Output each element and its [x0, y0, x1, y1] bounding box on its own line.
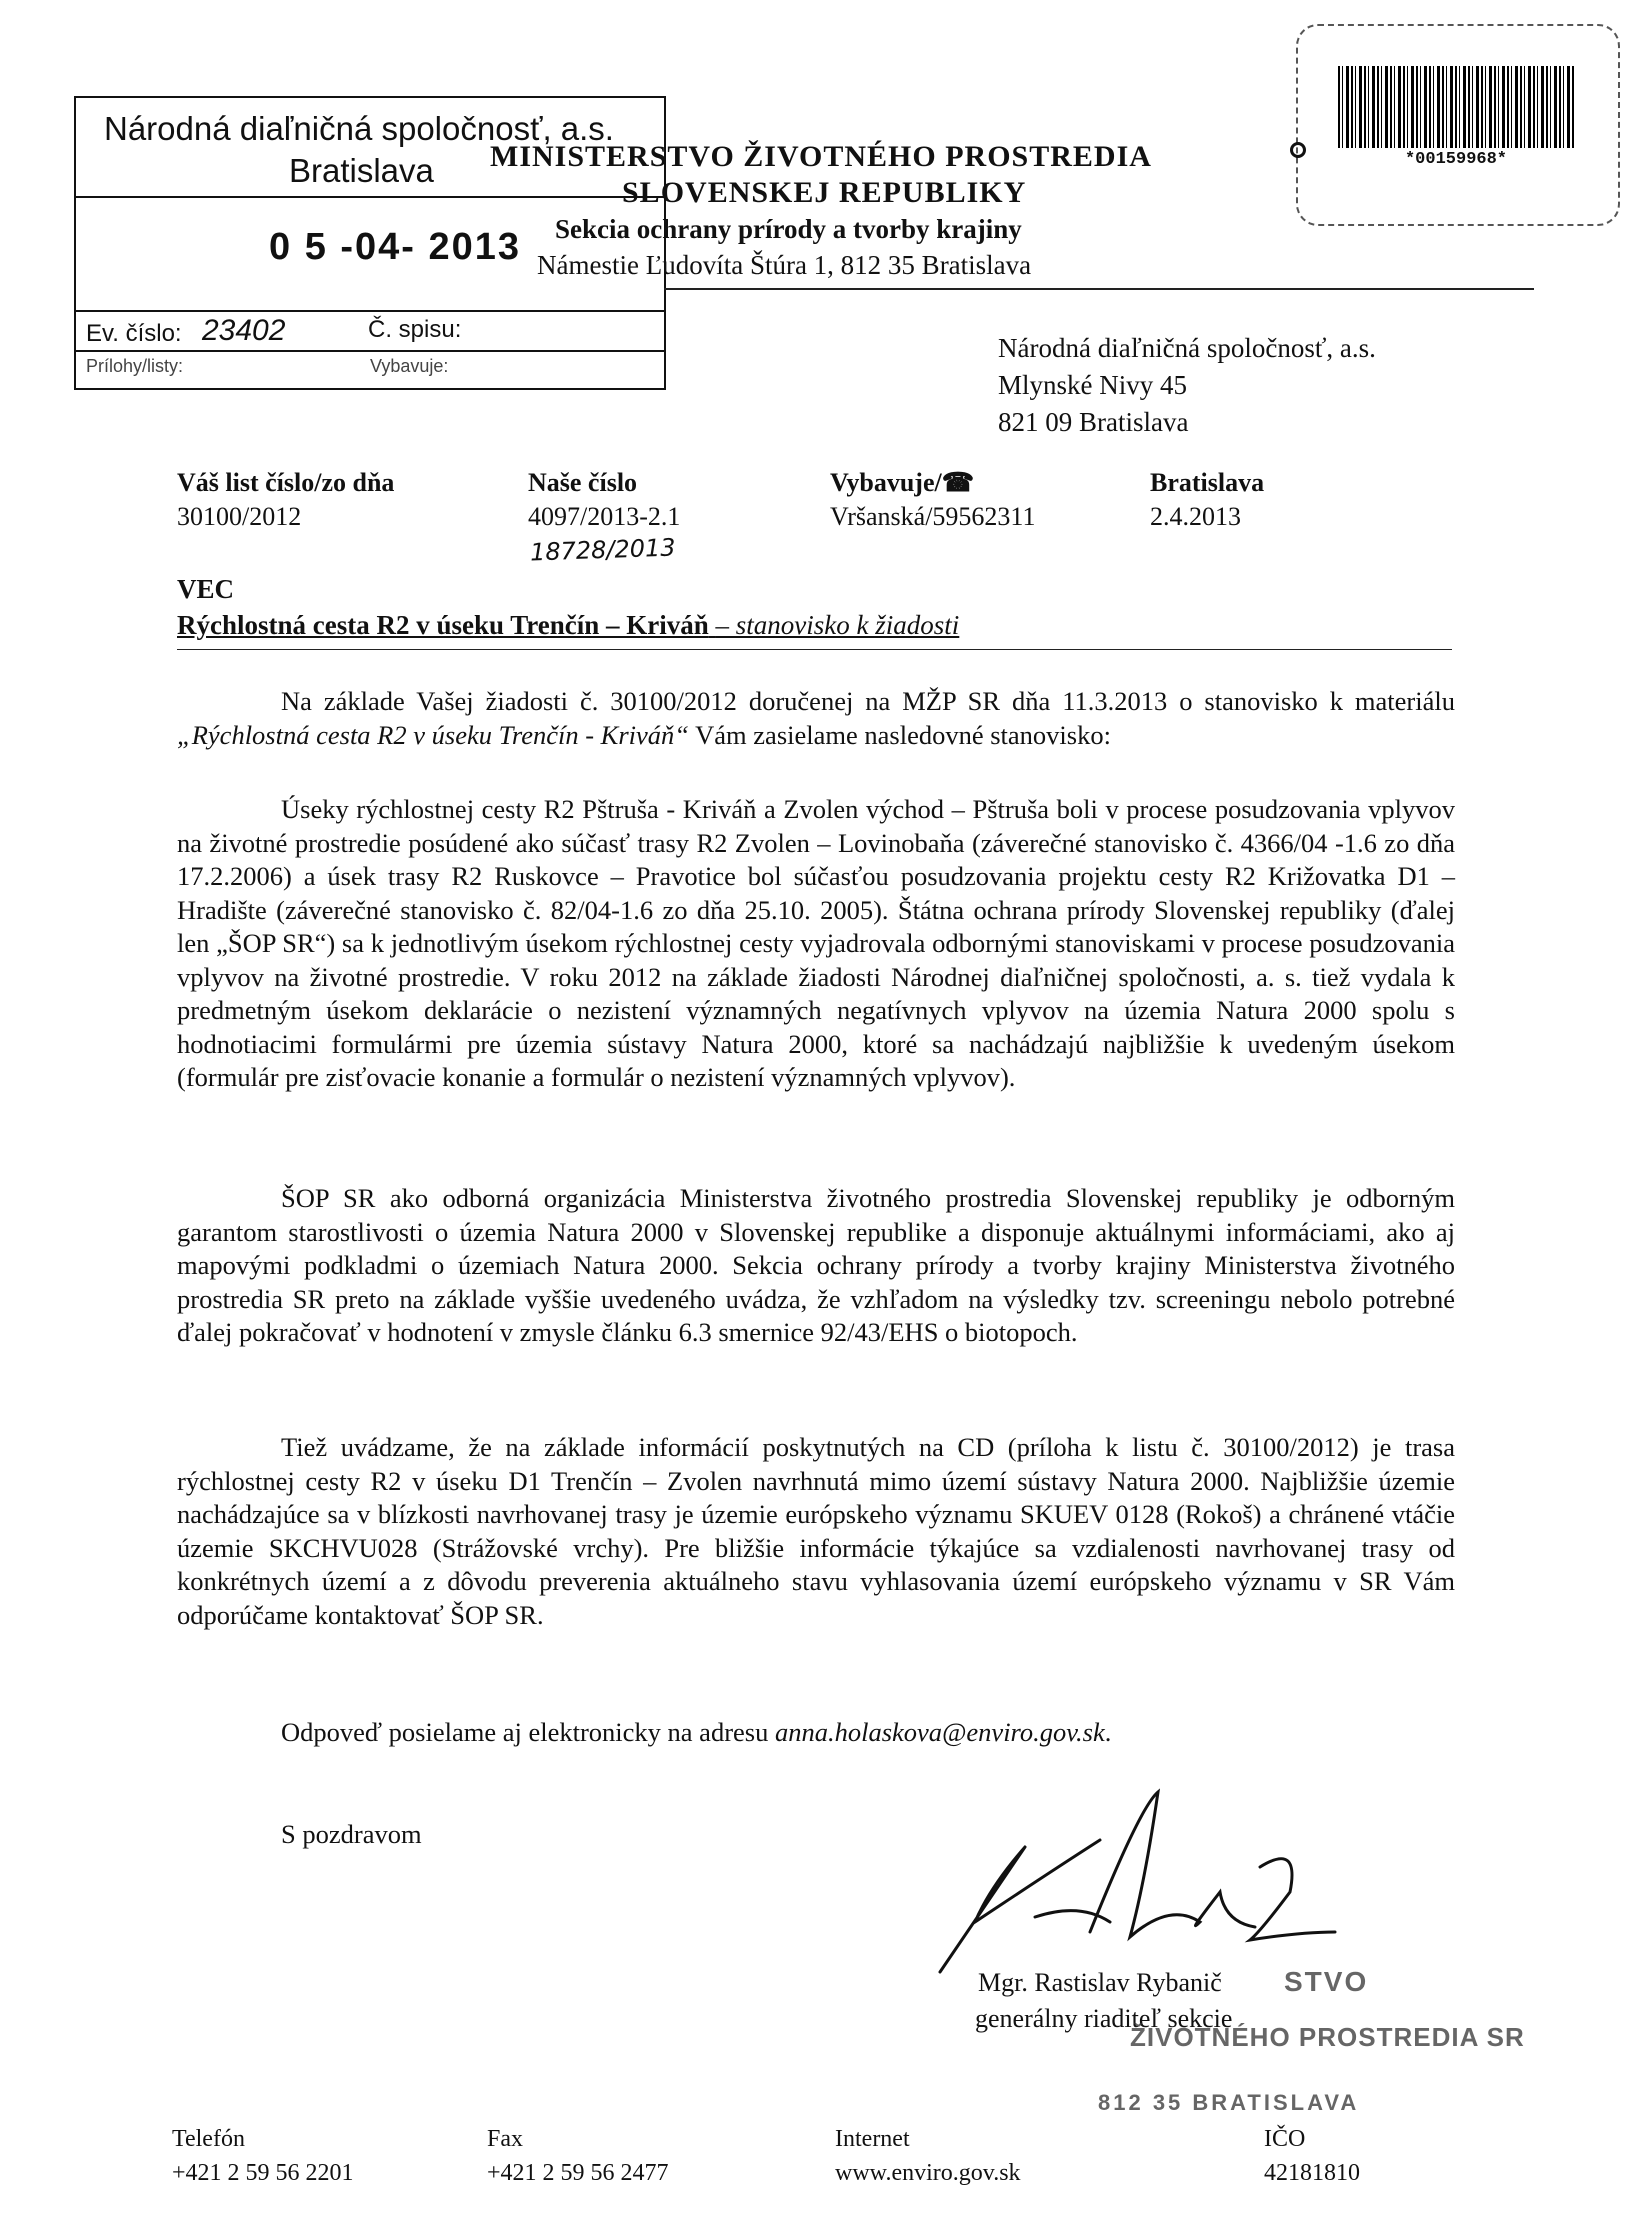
paragraph-request-material: „Rýchlostná cesta R2 v úseku Trenčín - Kriváň“ — [177, 719, 690, 750]
stamp-ev-value: 23402 — [202, 314, 286, 347]
stamp-vybavuje-label: Vybavuje: — [370, 356, 449, 376]
stamp-date: 0 5 -04- 2013 — [269, 226, 522, 268]
ministry-address: Námestie Ľudovíta Štúra 1, 812 35 Bratislava — [537, 250, 1032, 280]
paragraph-electronic — [281, 1716, 1451, 1750]
greeting: S pozdravom — [281, 1819, 422, 1849]
recipient-street: Mlynské Nivy 45 — [998, 370, 1187, 400]
footer-fax-value: +421 2 59 56 2477 — [487, 2160, 669, 2186]
footer-phone-value: +421 2 59 56 2201 — [172, 2160, 354, 2186]
subject-suffix: – stanovisko k žiadosti — [715, 610, 960, 640]
footer-phone-label: Telefón — [172, 2126, 245, 2152]
header-rule — [664, 288, 1534, 290]
signatory-name: Mgr. Rastislav Rybanič — [978, 1968, 1222, 1997]
ref-your-letter-label: Váš list číslo/zo dňa — [177, 468, 395, 497]
ministry-section: Sekcia ochrany prírody a tvorby krajiny — [555, 214, 1022, 244]
ref-handled-by-label: Vybavuje/☎ — [830, 468, 975, 497]
footer-web-value: www.enviro.gov.sk — [835, 2160, 1021, 2186]
ref-handwritten-number: 18728/2013 — [529, 533, 676, 567]
ref-city-label: Bratislava — [1150, 468, 1265, 497]
hole-mark-icon — [1290, 142, 1306, 158]
subject-title: Rýchlostná cesta R2 v úseku Trenčín – Kriváň — [177, 610, 709, 640]
ministry-name-line2: SLOVENSKEJ REPUBLIKY — [622, 176, 1027, 209]
official-stamp-line3: 812 35 BRATISLAVA — [1098, 2090, 1360, 2115]
recipient-city: 821 09 Bratislava — [998, 407, 1189, 437]
stamp-divider — [74, 310, 664, 312]
signatory-title: generálny riaditeľ sekcie — [975, 2004, 1233, 2033]
footer-web-label: Internet — [835, 2126, 910, 2152]
ref-your-letter-value: 30100/2012 — [177, 502, 302, 531]
footer-ico-value: 42181810 — [1264, 2160, 1360, 2186]
contact-email: anna.holaskova@enviro.gov.sk — [774, 1717, 1105, 1747]
recipient-name: Národná diaľničná spoločnosť, a.s. — [998, 333, 1376, 363]
paragraph-assessment: Úseky rýchlostnej cesty R2 Pštruša - Kriváň a Zvolen východ – Pštruša boli v procese posudzovania vplyvov na životné prostredie posúdené ako súčasť trasy R2 Zvolen – Lovinobaňa (záverečné stanovisko č. 4366/04 -1.6 zo dňa 17.2.2006) a úsek trasy R2 Ruskovce – Pravotice bol súčasťou posudzovania projektu cesty R2 Križovatka D1 – Hradište (záverečné stanovisko č. 82/04-1.6 zo dňa 25.10. 2005). Štátna ochrana prírody Slovenskej republiky (ďalej len „ŠOP SR“) sa k jednotlivým úsekom rýchlostnej cesty vyjadrovala odbornými stanoviskami v procese posudzovania vplyvov na životné prostredie. V roku 2012 na základe žiadosti Národnej diaľničnej spoločnosti, a. s. tiež vydala k predmetným úsekom deklarácie o nezistení významných negatívnych vplyvov na územia Natura 2000 spolu s hodnotiacimi formulármi pre územia sústavy Natura 2000, ktoré sa nachádzajú najbližšie k uvedeným úsekom (formulár pre zisťovacie konanie a formulár o nezistení významných vplyvov). — [177, 794, 1455, 1092]
paragraph-request-tail: Vám zasielame nasledovné stanovisko: — [689, 719, 1111, 750]
subject-rule — [177, 649, 1452, 650]
paragraph-route: Tiež uvádzame, že na základe informácií poskytnutých na CD (príloha k listu č. 30100/2012) je trasa rýchlostnej cesty R2 v úseku D1 Trenčín – Zvolen navrhnutá mimo území sústavy Natura 2000. Najbližšie územie nachádzajúce sa v blízkosti navrhovanej trasy je územie európskeho významu SKUEV 0128 (Rokoš) a chránené vtáčie územie SKCHVU028 (Strážovské vrchy). Pre bližšie informácie týkajúce sa vzdialenosti navrhovanej trasy od konkrétnych území a z dôvodu preverenia aktuálneho stavu vyhlasovania území európskeho významu v SR Vám odporúčame kontaktovať ŠOP SR. — [177, 1432, 1455, 1630]
ref-our-number-label: Naše číslo — [528, 468, 638, 497]
subject-line — [177, 610, 959, 641]
footer-ico-label: IČO — [1264, 2126, 1306, 2152]
stamp-org-city: Bratislava — [289, 152, 434, 189]
stamp-ev-label: Ev. číslo: — [86, 320, 182, 347]
paragraph-request — [177, 685, 1455, 752]
stamp-prilohy-label: Prílohy/listy: — [86, 356, 184, 376]
ref-our-number-value: 4097/2013-2.1 — [528, 502, 681, 531]
paragraph-electronic-end: . — [1104, 1717, 1112, 1747]
barcode-bars — [1338, 66, 1574, 148]
footer-fax-label: Fax — [487, 2126, 523, 2152]
stamp-divider-2 — [74, 350, 664, 352]
ref-date-value: 2.4.2013 — [1150, 502, 1241, 531]
subject-label: VEC — [177, 574, 235, 604]
paragraph-electronic-text: Odpoveď posielame aj elektronicky na adresu — [281, 1717, 775, 1747]
recipient-address — [998, 330, 1376, 441]
ref-handled-by-value: Vršanská/59562311 — [830, 502, 1036, 531]
stamp-spisu-label: Č. spisu: — [368, 316, 462, 343]
paragraph-request-text: Na základe Vašej žiadosti č. 30100/2012 doručenej na MŽP SR dňa 11.3.2013 o stanovisko k materiálu — [281, 686, 1455, 716]
signature-mark — [930, 1772, 1350, 1982]
official-stamp-line2: ŽIVOTNÉHO PROSTREDIA SR — [1130, 2022, 1525, 2052]
barcode-code: *00159968* — [1404, 150, 1508, 169]
ministry-name-line1: MINISTERSTVO ŽIVOTNÉHO PROSTREDIA — [490, 140, 1152, 173]
stamp-org-name: Národná diaľničná spoločnosť, a.s. — [104, 110, 614, 147]
paragraph-sop: ŠOP SR ako odborná organizácia Ministerstva životného prostredia Slovenskej republiky je odborným garantom starostlivosti o územia Natura 2000 v Slovenskej republike a disponuje aktuálnymi informáciami, ako aj mapovými podkladmi o územiach Natura 2000. Sekcia ochrany prírody a tvorby krajiny Ministerstva životného prostredia SR preto na základe vyššie uvedeného uvádza, že vzhľadom na výsledky tzv. screeningu nebolo potrebné ďalej pokračovať v hodnotení v zmysle článku 6.3 smernice 92/43/EHS o biotopoch. — [177, 1183, 1455, 1347]
barcode — [1330, 64, 1582, 174]
official-stamp-line1: STVO — [1284, 1966, 1369, 1997]
